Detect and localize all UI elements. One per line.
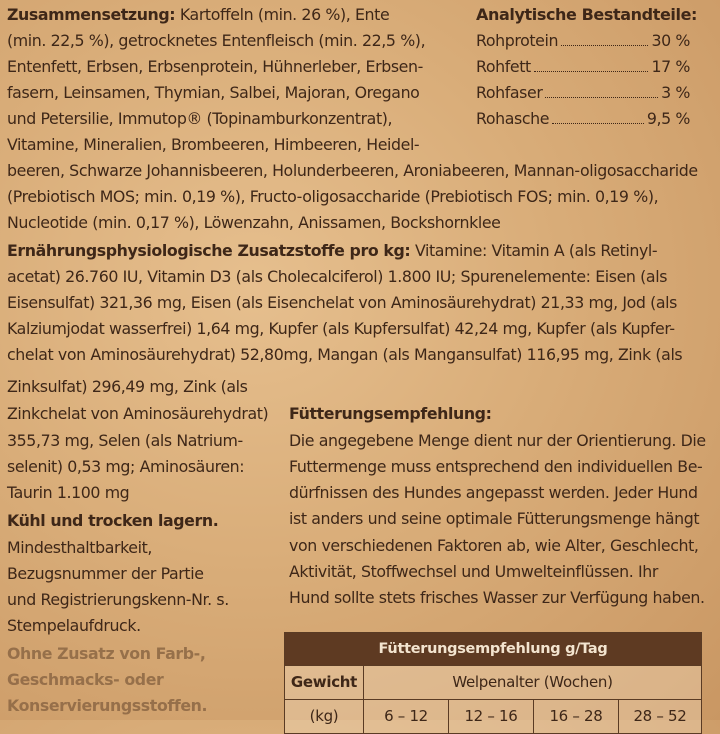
age-column: 12 – 16 xyxy=(448,700,533,733)
composition-line-5: und Petersilie, Immutop® (Topinamburkonzentrat), xyxy=(7,109,393,128)
additives-line-6: Zinksulfat) 296,49 mg, Zink (als xyxy=(7,377,248,396)
analytic-row: Rohfett 17 % xyxy=(476,57,690,76)
free-from-line: Konservierungsstoffen. xyxy=(7,696,208,715)
composition-line-8: (Prebiotisch MOS; min. 0,19 %), Fructo-oligosaccharide (Prebiotisch FOS; min. 0,19 %), xyxy=(7,187,659,206)
feeding-line: dürfnissen des Hundes angepasst werden. Jeder Hund xyxy=(289,483,698,502)
additives-line-9: selenit) 0,53 mg; Aminosäuren: xyxy=(7,457,245,476)
feeding-line: Die angegebene Menge dient nur der Orientierung. Die xyxy=(289,431,706,450)
additives-heading: Ernährungsphysiologische Zusatzstoffe pro kg: xyxy=(7,241,411,260)
free-from-line: Ohne Zusatz von Farb-, xyxy=(7,644,206,663)
storage-line: und Registrierungskenn-Nr. s. xyxy=(7,590,229,609)
additives-line-8: 355,73 mg, Selen (als Natrium- xyxy=(7,431,243,450)
dot-leader xyxy=(552,122,644,124)
feeding-line: Futtermenge muss entsprechend den individuellen Be- xyxy=(289,457,703,476)
composition-line-2: (min. 22,5 %), getrocknetes Entenfleisch (min. 22,5 %), xyxy=(7,31,426,50)
storage-line: Mindesthaltbarkeit, xyxy=(7,538,152,557)
additives-line-7: Zinkchelat von Aminosäurehydrat) xyxy=(7,404,269,423)
additives-line-4: Kalziumjodat wasserfrei) 1,64 mg, Kupfer (als Kupfersulfat) 42,24 mg, Kupfer (als Kupfer- xyxy=(7,319,675,338)
table-title: Fütterungsempfehlung g/Tag xyxy=(285,633,701,665)
additives-line-1: Ernährungsphysiologische Zusatzstoffe pro kg: Vitamine: Vitamin A (als Retinyl- xyxy=(7,241,658,260)
composition-line-6: Vitamine, Mineralien, Brombeeren, Himbeeren, Heidel- xyxy=(7,135,420,154)
analytic-title: Analytische Bestandteile: xyxy=(476,5,698,24)
analytic-row: Rohfaser 3 % xyxy=(476,83,690,102)
composition-heading: Zusammensetzung: xyxy=(7,5,176,24)
dot-leader xyxy=(561,44,648,46)
table-row xyxy=(285,699,701,733)
feeding-line: Aktivität, Stoffwechsel und Umwelteinflüssen. Ihr xyxy=(289,562,658,581)
additives-line-10: Taurin 1.100 mg xyxy=(7,483,130,502)
additives-line-5: chelat von Aminosäurehydrat) 52,80mg, Mangan (als Mangansulfat) 116,95 mg, Zink (als xyxy=(7,345,683,364)
composition-line-9: Nucleotide (min. 0,17 %), Löwenzahn, Anissamen, Bockshornklee xyxy=(7,213,501,232)
table-row xyxy=(285,665,701,699)
dot-leader xyxy=(534,70,649,72)
composition-line-3: Entenfett, Erbsen, Erbsenprotein, Hühnerleber, Erbsen- xyxy=(7,57,423,76)
weight-header: Gewicht xyxy=(290,673,358,691)
weight-unit: (kg) xyxy=(309,707,339,725)
dot-leader xyxy=(545,96,658,98)
storage-heading: Kühl und trocken lagern. xyxy=(7,511,219,530)
feeding-heading: Fütterungsempfehlung: xyxy=(289,404,492,423)
age-column: 6 – 12 xyxy=(363,700,448,733)
additives-line-2: acetat) 26.760 IU, Vitamin D3 (als Cholecalciferol) 1.800 IU; Spurenelemente: Eisen (als xyxy=(7,267,668,286)
analytic-row: Rohprotein 30 % xyxy=(476,31,690,50)
storage-line: Bezugsnummer der Partie xyxy=(7,564,204,583)
storage-line: Stempelaufdruck. xyxy=(7,616,141,635)
age-column: 16 – 28 xyxy=(533,700,618,733)
age-header: Welpenalter (Wochen) xyxy=(363,666,701,699)
additives-line-3: Eisensulfat) 321,36 mg, Eisen (als Eisenchelat von Aminosäurehydrat) 21,33 mg, Jod (als xyxy=(7,293,677,312)
feeding-line: ist anders und seine optimale Fütterungsmenge hängt xyxy=(289,509,700,528)
free-from-line: Geschmacks- oder xyxy=(7,670,164,689)
composition-line-1: Zusammensetzung: Kartoffeln (min. 26 %), Ente xyxy=(7,5,390,24)
composition-line-7: beeren, Schwarze Johannisbeeren, Holunderbeeren, Aroniabeeren, Mannan-oligosaccharide xyxy=(7,161,698,180)
feeding-line: von verschiedenen Faktoren ab, wie Alter, Geschlecht, xyxy=(289,536,699,555)
analytic-row: Rohasche 9,5 % xyxy=(476,109,690,128)
composition-line-4: fasern, Leinsamen, Thymian, Salbei, Majoran, Oregano xyxy=(7,83,420,102)
age-column: 28 – 52 xyxy=(618,700,701,733)
feeding-line: Hund sollte stets frisches Wasser zur Verfügung haben. xyxy=(289,588,705,607)
feeding-table xyxy=(284,632,702,734)
